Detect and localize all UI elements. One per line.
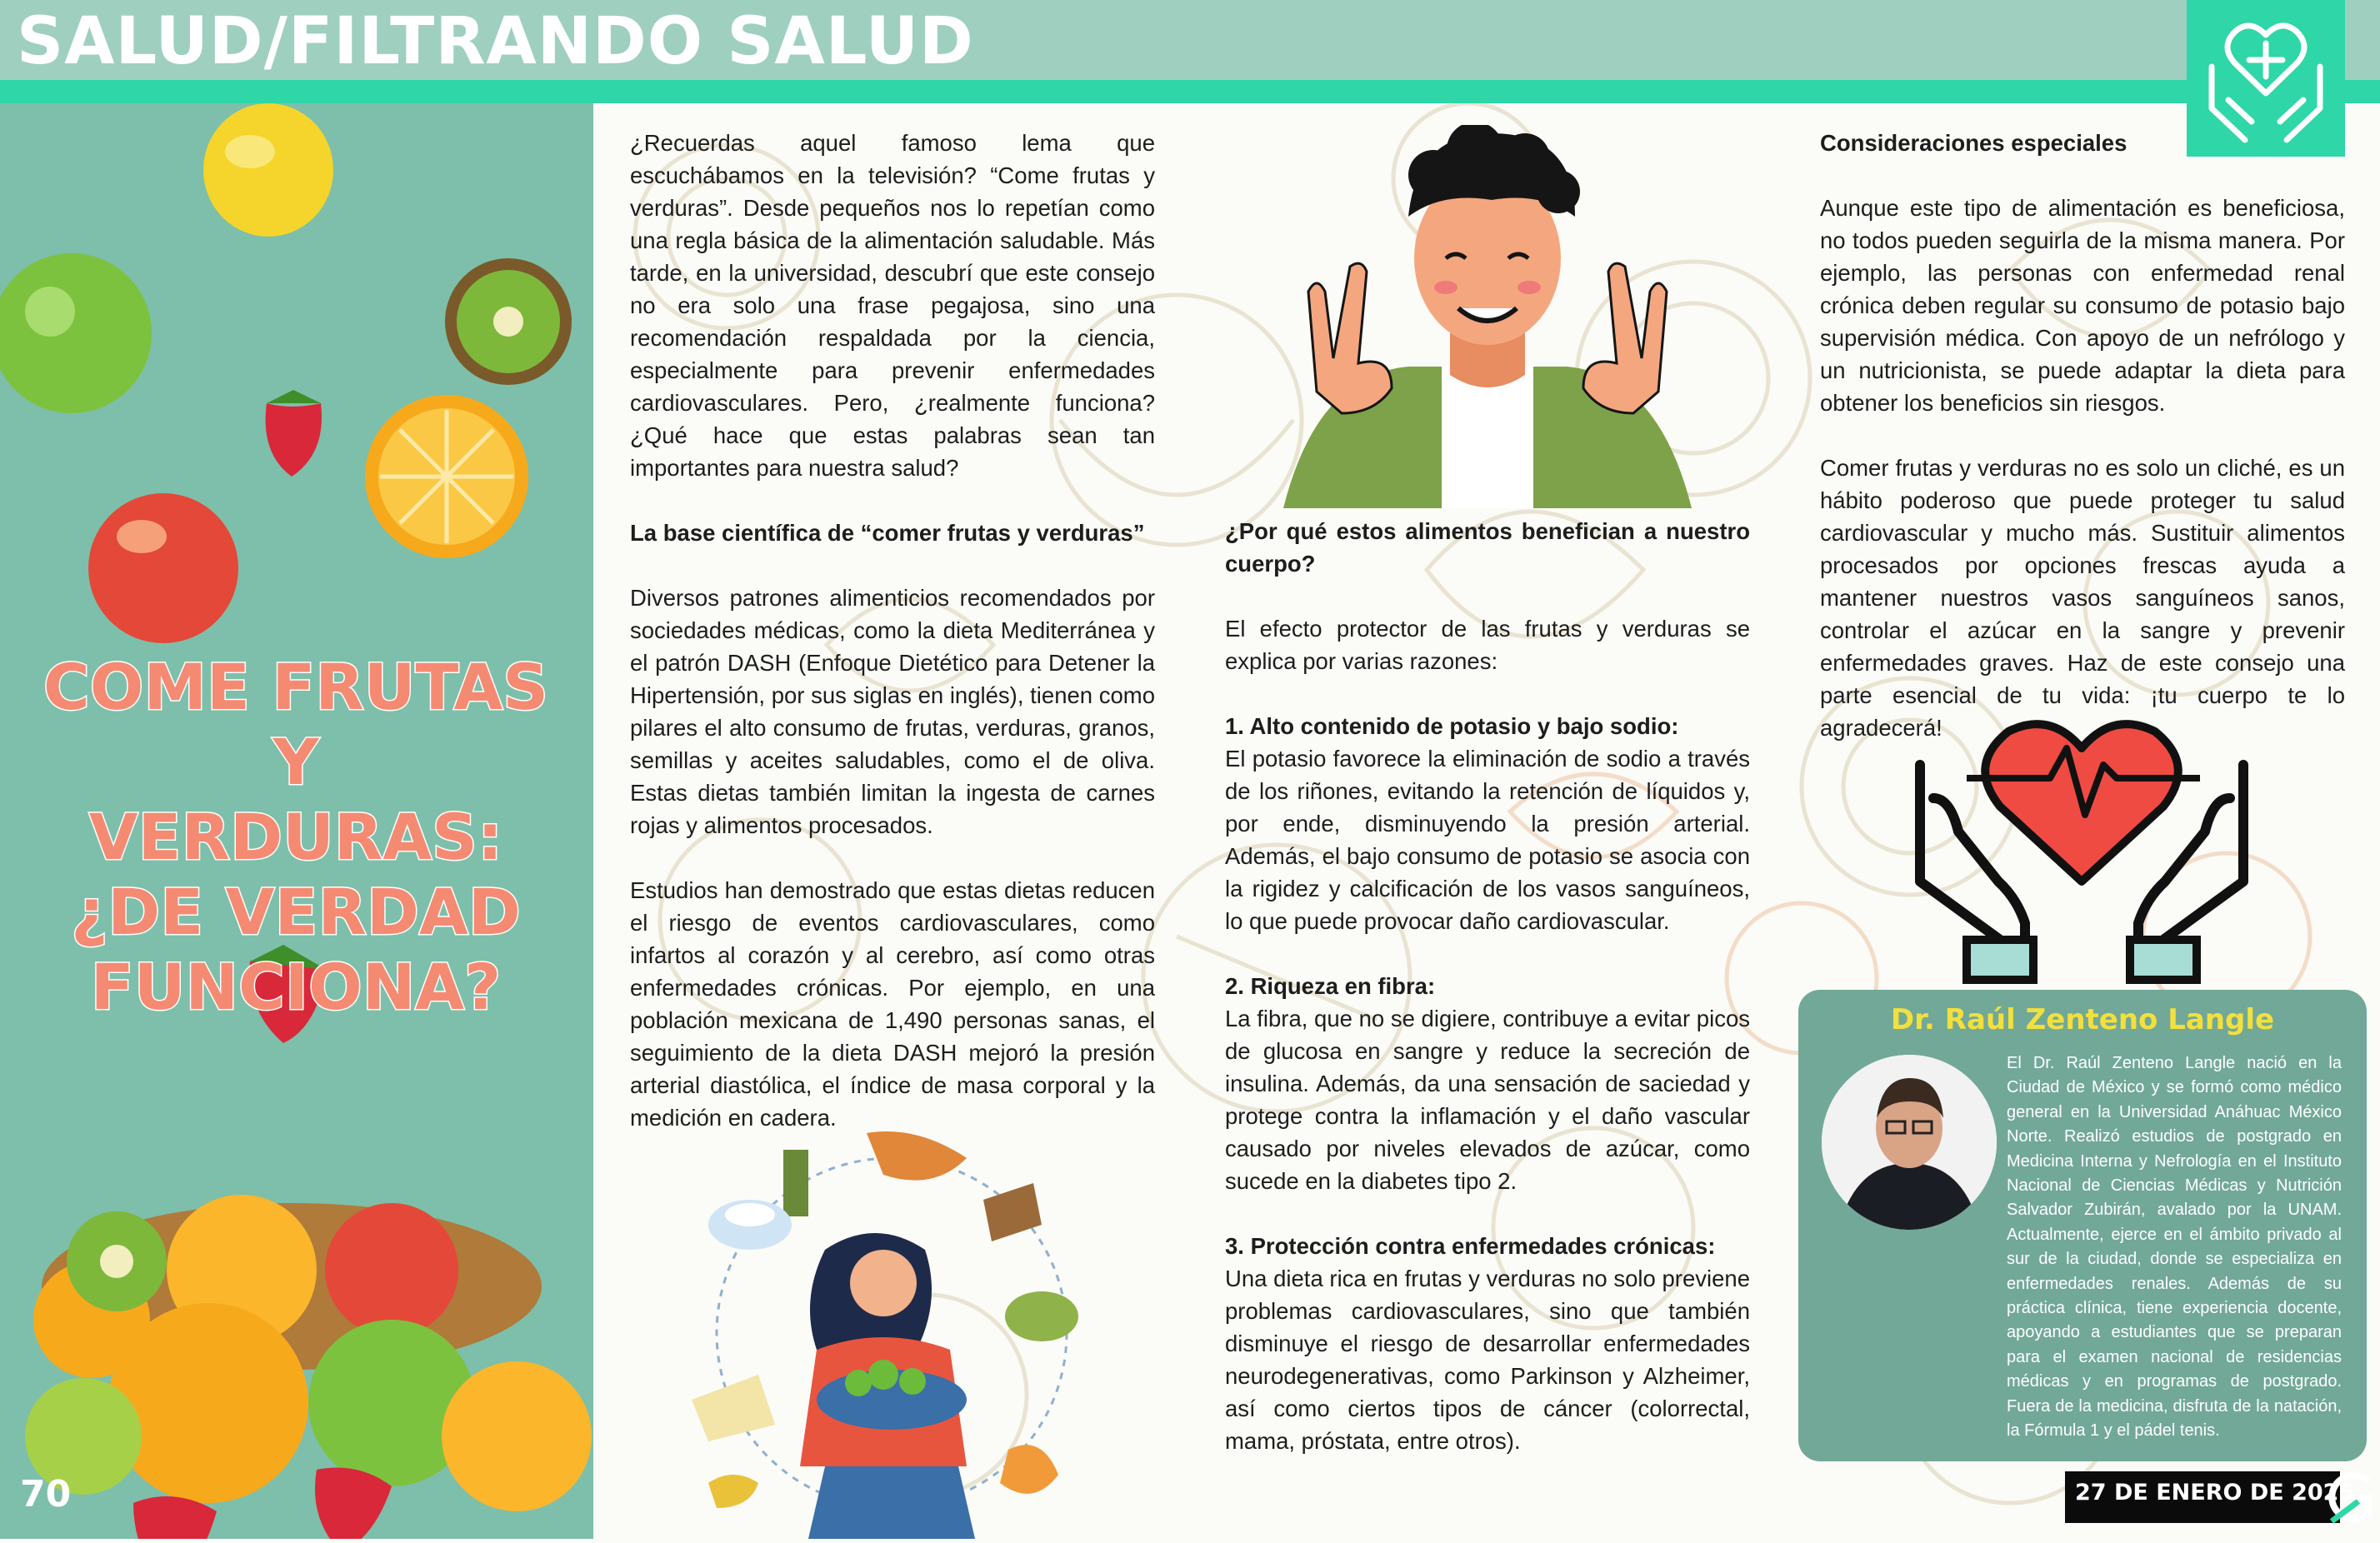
section-heading-considerations: Consideraciones especiales — [1820, 130, 2128, 156]
reason-3-text: Una dieta rica en frutas y verduras no solo previene problemas cardiovasculares, sino que también disminuye el riesgo de desarrollar enfermedades neurodegenerativas, como Parkinson y Alzheimer, así como ciertos tipos de cáncer (colorrectal, mama, próstata, entre otros). — [1225, 1266, 1750, 1454]
article-column-2 — [1225, 515, 1750, 1490]
issue-date: 27 DE ENERO DE 2025 — [2075, 1480, 2355, 1506]
author-photo — [1822, 1055, 1997, 1230]
title-line-3: ¿DE VERDAD — [71, 875, 521, 949]
section-heading-science: La base científica de “comer frutas y verduras” — [630, 520, 1145, 546]
section-title: SALUD/FILTRANDO SALUD — [17, 4, 974, 79]
page-number: 70 — [20, 1473, 72, 1516]
author-name: Dr. Raúl Zenteno Langle — [1890, 1003, 2275, 1036]
brand-logo-icon — [2325, 1468, 2375, 1526]
title-line-1: COME FRUTAS Y — [42, 650, 549, 799]
reason-3-title: 3. Protección contra enfermedades crónicas: — [1225, 1233, 1716, 1259]
section-heading-why: ¿Por qué estos alimentos benefician a nuestro cuerpo? — [1225, 518, 1750, 577]
reason-2-text: La fibra, que no se digiere, contribuye a evitar picos de glucosa en sangre y reduce la secreción de insulina. Además, da una sensación de saciedad y protege contra la inflamación y el daño vascular causado por niveles elevados de azúcar, como sucede en la diabetes tipo 2. — [1225, 1006, 1750, 1194]
title-line-2: VERDURAS: — [88, 800, 503, 874]
heartbeat-hands-icon — [1900, 715, 2263, 990]
paragraph-studies: Estudios han demostrado que estas dietas reducen el riesgo de eventos cardiovasculares, como infartos al corazón y al cerebro, así como otras enfermedades crónicas. Por ejemplo, en una población mexicana de 1,490 personas sanas, el seguimiento de la dieta DASH mejoró la presión arterial diastólica, el índice de masa corporal y la medición en cadera. — [630, 877, 1155, 1131]
paragraph-considerations: Aunque este tipo de alimentación es beneficiosa, no todos pueden seguirla de la misma manera. Por ejemplo, las personas con enfermedad renal crónica deben regular su consumo de potasio bajo supervisión médica. Con apoyo de un nefrólogo y un nutricionista, se puede adaptar la dieta para obtener los beneficios sin riesgos. — [1820, 195, 2345, 416]
intro-paragraph: ¿Recuerdas aquel famoso lema que escuchábamos en la televisión? “Come frutas y verduras”. Desde pequeños nos lo repetían como una regla básica de la alimentación saludable. Más tarde, en la universidad, descubrí que este consejo no era solo una frase pegajosa, sino una recomendación respaldada por la ciencia, especialmente para prevenir enfermedades cardiovasculares. Pero, ¿realmente funciona? ¿Qué hace que estas palabras sean tan importantes para nuestra salud? — [630, 130, 1155, 481]
article-column-3 — [1820, 127, 2345, 776]
article-title — [17, 650, 575, 1025]
paragraph-reasons-intro: El efecto protector de las frutas y verduras se explica por varias razones: — [1225, 616, 1750, 674]
reason-2-title: 2. Riqueza en fibra: — [1225, 973, 1436, 999]
paragraph-diets: Diversos patrones alimenticios recomendados por sociedades médicas, como la dieta Mediterránea y el patrón DASH (Enfoque Dietético para Detener la Hipertensión, por sus siglas en inglés), tienen como pilares el alto consumo de frutas, verduras, granos, semillas y aceites saludables, como el de oliva. Estas dietas también limitan la ingesta de carnes rojas y alimentos procesados. — [630, 585, 1155, 838]
man-ok-illustration — [1283, 125, 1692, 508]
article-column-1 — [630, 127, 1155, 1166]
reason-1-title: 1. Alto contenido de potasio y bajo sodio: — [1225, 713, 1679, 739]
paragraph-conclusion: Comer frutas y verduras no es solo un cliché, es un hábito poderoso que puede proteger tu salud cardiovascular y mucho más. Sustituir alimentos procesados por opciones frescas ayuda a mantener nuestros vasos sanguíneos sanos, controlar el azúcar en la sangre y prevenir enfermedades graves. Haz de este consejo una parte esencial de tu vida: ¡tu cuerpo te lo agradecerá! — [1820, 455, 2345, 741]
woman-salad-illustration — [658, 1100, 1125, 1539]
title-line-4: FUNCIONA? — [90, 950, 502, 1024]
author-bio: El Dr. Raúl Zenteno Langle nació en la Ciudad de México y se formó como médico general en la Universidad Anáhuac México Norte. Realizó estudios de postgrado en Medicina Interna y Nefrología en el Instituto Nacional de Ciencias Médicas y Nutrición Salvador Zubirán, avalado por la UNAM. Actualmente, ejerce en el ámbito privado al sur de la ciudad, donde se especializa en enfermedades renales. Además de su práctica clínica, tiene experiencia docente, apoyando a estudiantes que se preparan para el examen nacional de residencias médicas y en programas de postgrado. Fuera de la medicina, disfruta de la natación, la Fórmula 1 y el pádel tenis. — [2007, 1054, 2342, 1441]
reason-1-text: El potasio favorece la eliminación de sodio a través de los riñones, evitando la retención de líquidos y, por ende, disminuyendo la presión arterial. Además, el bajo consumo de potasio se asocia con la rigidez y calcificación de los vasos sanguíneos, lo que puede provocar daño cardiovascular. — [1225, 746, 1750, 934]
header-accent-stripe — [0, 80, 2380, 103]
